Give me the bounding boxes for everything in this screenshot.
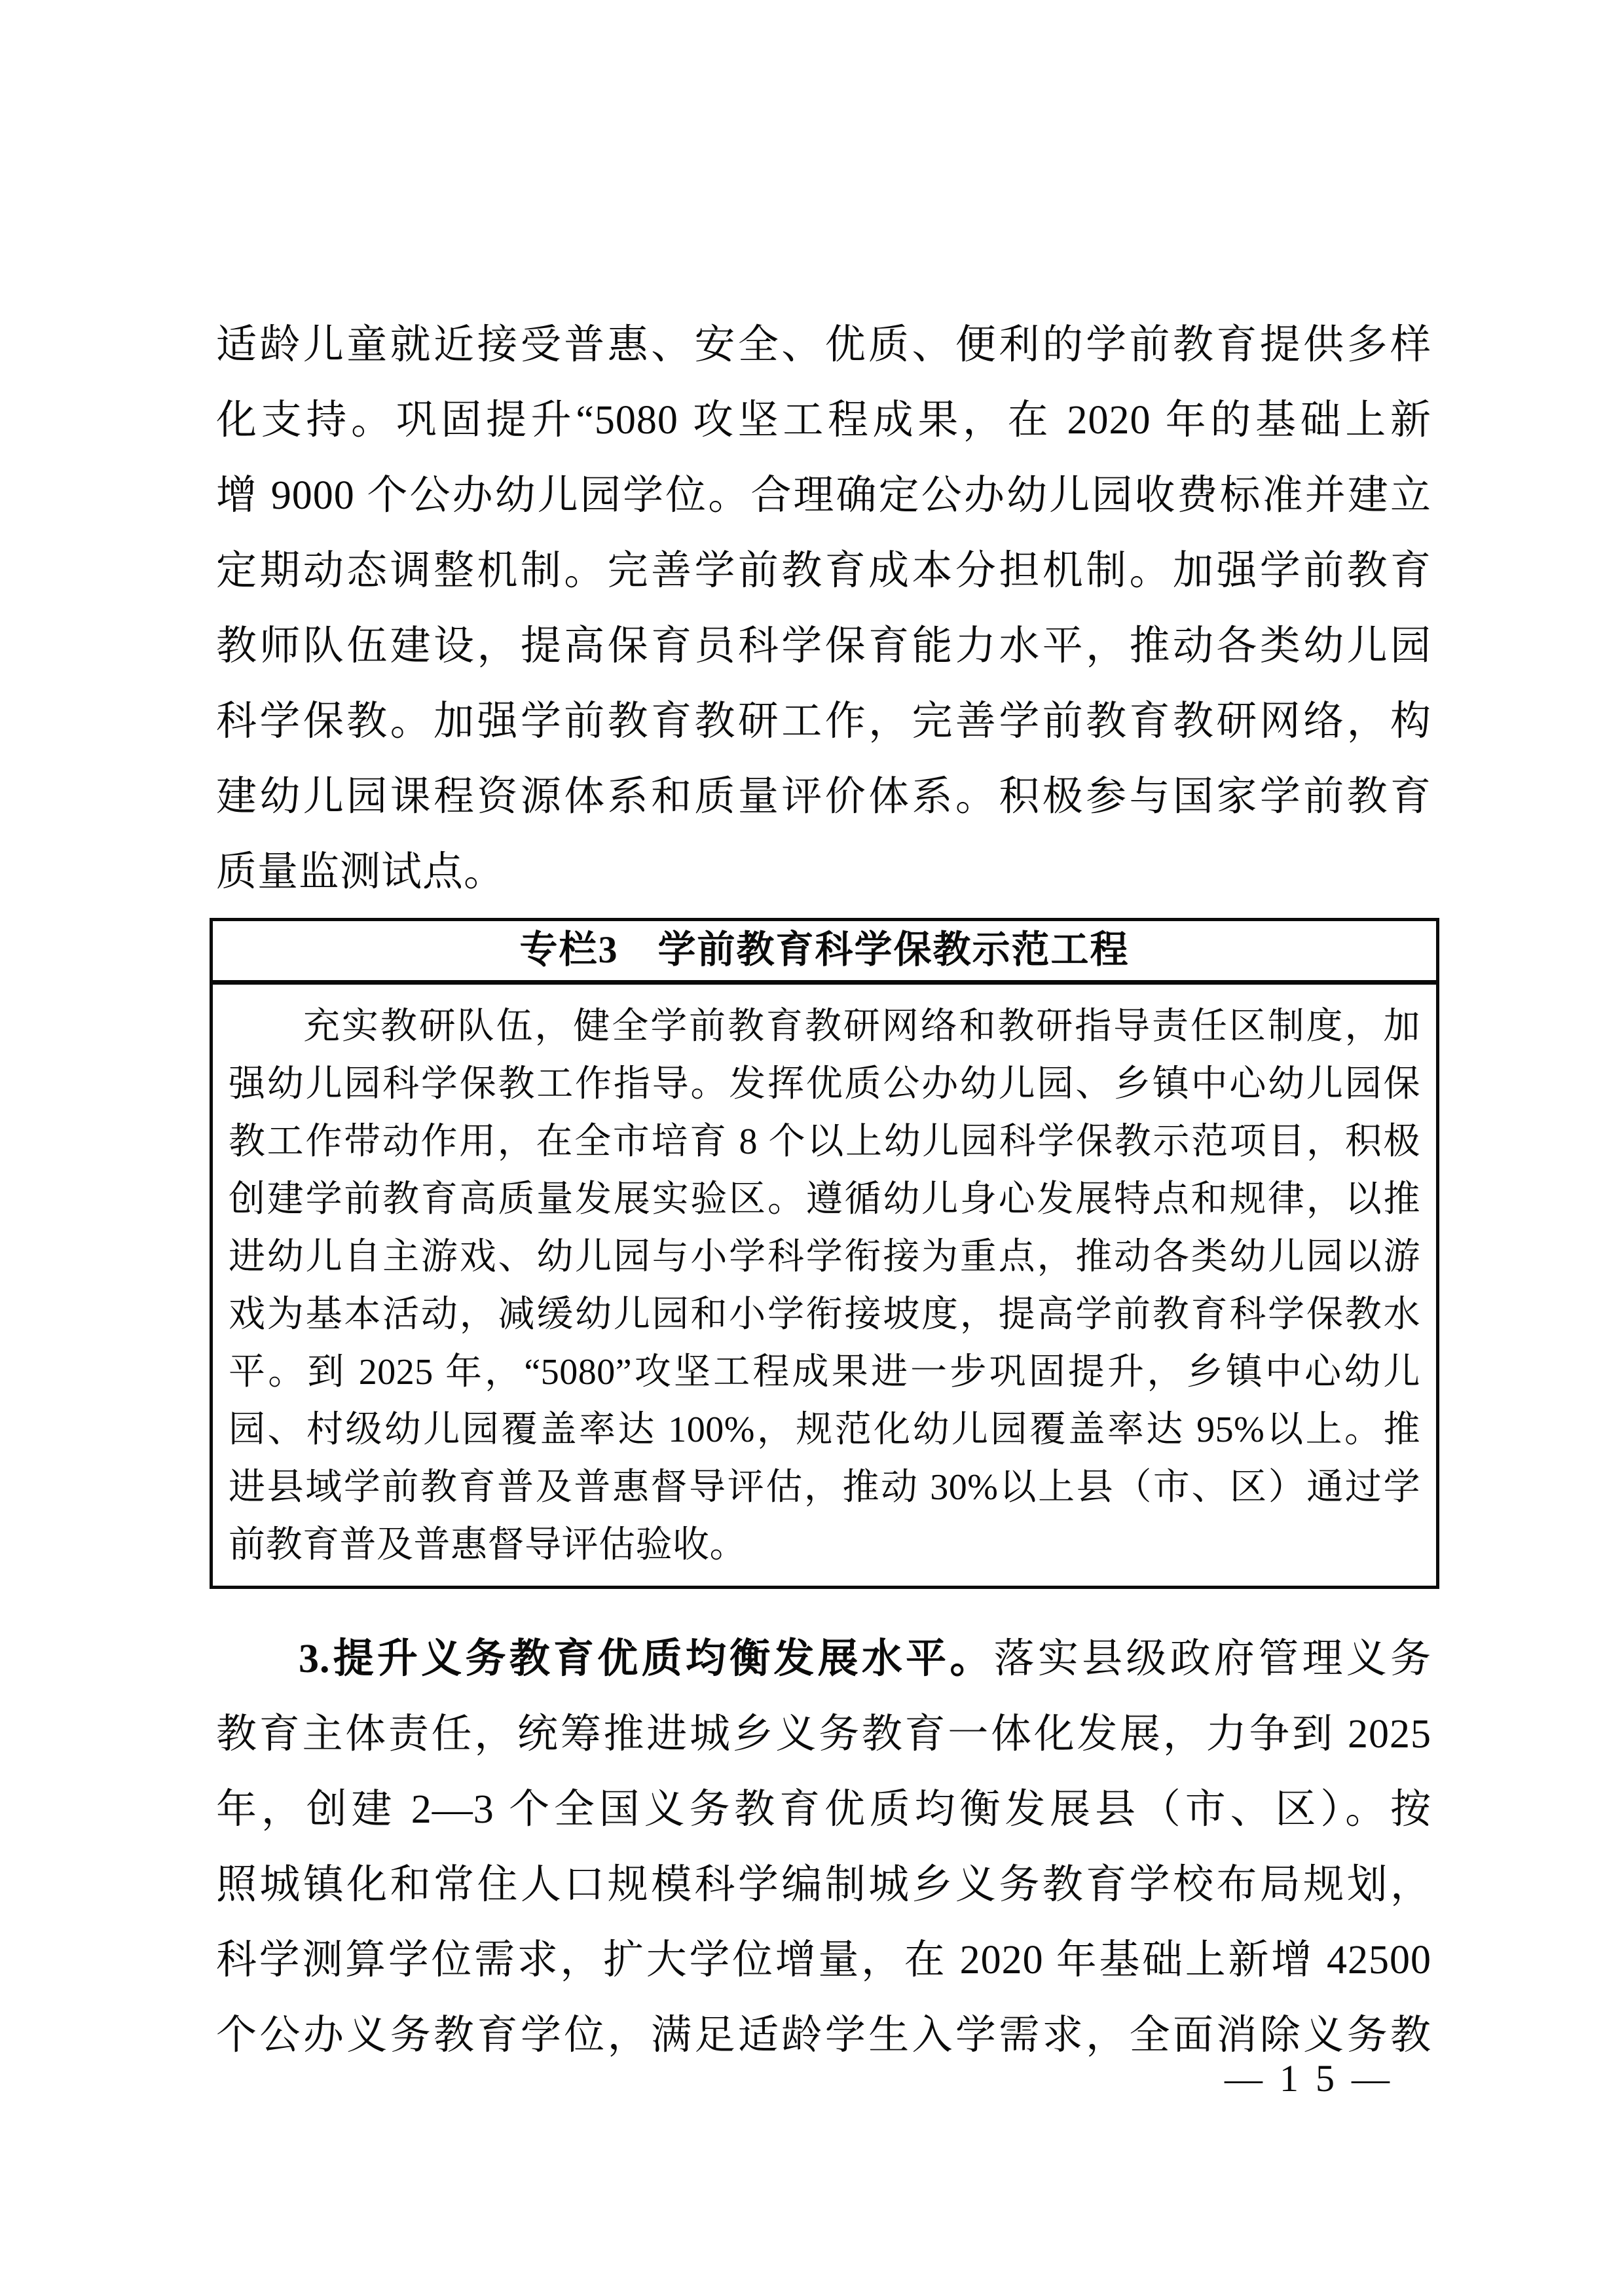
- box-text-line: 创建学前教育高质量发展实验区。遵循幼儿身心发展特点和规律，以推: [229, 1179, 1420, 1220]
- paragraph-compulsory-education: [216, 1622, 1431, 2073]
- text-line: 建幼儿园课程资源体系和质量评价体系。积极参与国家学前教育: [216, 774, 1431, 819]
- text-line: 年，创建 2—3 个全国义务教育优质均衡发展县（市、区）。按: [216, 1787, 1431, 1832]
- text-line: 增 9000 个公办幼儿园学位。合理确定公办幼儿园收费标准并建立: [216, 473, 1431, 518]
- text-line: 科学测算学位需求，扩大学位增量，在 2020 年基础上新增 42500: [216, 1938, 1431, 1982]
- text-run: 落实县级政府管理义务: [993, 1637, 1431, 1681]
- text-line: 质量监测试点。: [216, 850, 506, 894]
- box-text-line: 园、村级幼儿园覆盖率达 100%，规范化幼儿园覆盖率达 95%以上。推: [229, 1410, 1420, 1450]
- text-line: 照城镇化和常住人口规模科学编制城乡义务教育学校布局规划，: [216, 1863, 1431, 1907]
- page-number: —15—: [1225, 2057, 1407, 2100]
- text-line: 教育主体责任，统筹推进城乡义务教育一体化发展，力争到 2025: [216, 1712, 1431, 1757]
- box-text-line: 进县域学前教育普及普惠督导评估，推动 30%以上县（市、区）通过学: [229, 1467, 1420, 1508]
- text-line: [216, 1622, 1431, 1697]
- box-text-line: 强幼儿园科学保教工作指导。发挥优质公办幼儿园、乡镇中心幼儿园保: [229, 1064, 1420, 1104]
- box-text-line: 进幼儿自主游戏、幼儿园与小学科学衔接为重点，推动各类幼儿园以游: [229, 1237, 1420, 1277]
- text-line: 化支持。巩固提升“5080 攻坚工程成果，在 2020 年的基础上新: [216, 398, 1431, 443]
- item-heading: 3.提升义务教育优质均衡发展水平。: [299, 1637, 994, 1681]
- box-text-line: 充实教研队伍，健全学前教育教研网络和教研指导责任区制度，加: [303, 1006, 1420, 1047]
- page-content: [216, 308, 1431, 2073]
- column-box-body: [213, 985, 1436, 1586]
- column-box-title: 专栏3 学前教育科学保教示范工程: [213, 921, 1436, 985]
- text-line: 定期动态调整机制。完善学前教育成本分担机制。加强学前教育: [216, 549, 1431, 593]
- text-line: 个公办义务教育学位，满足适龄学生入学需求，全面消除义务教: [216, 2013, 1431, 2058]
- text-line: 教师队伍建设，提高保育员科学保育能力水平，推动各类幼儿园: [216, 624, 1431, 668]
- paragraph-preschool-education: [216, 308, 1431, 910]
- column-box-3: [210, 918, 1439, 1589]
- text-line: 科学保教。加强学前教育教研工作，完善学前教育教研网络，构: [216, 699, 1431, 744]
- box-text-line: 戏为基本活动，减缓幼儿园和小学衔接坡度，提高学前教育科学保教水: [229, 1294, 1420, 1335]
- box-text-line: 平。到 2025 年，“5080”攻坚工程成果进一步巩固提升，乡镇中心幼儿: [229, 1352, 1420, 1393]
- box-text-line: 教工作带动作用，在全市培育 8 个以上幼儿园科学保教示范项目，积极: [229, 1121, 1420, 1162]
- text-line: 适龄儿童就近接受普惠、安全、优质、便利的学前教育提供多样: [216, 323, 1431, 367]
- box-text-line: 前教育普及普惠督导评估验收。: [229, 1525, 747, 1565]
